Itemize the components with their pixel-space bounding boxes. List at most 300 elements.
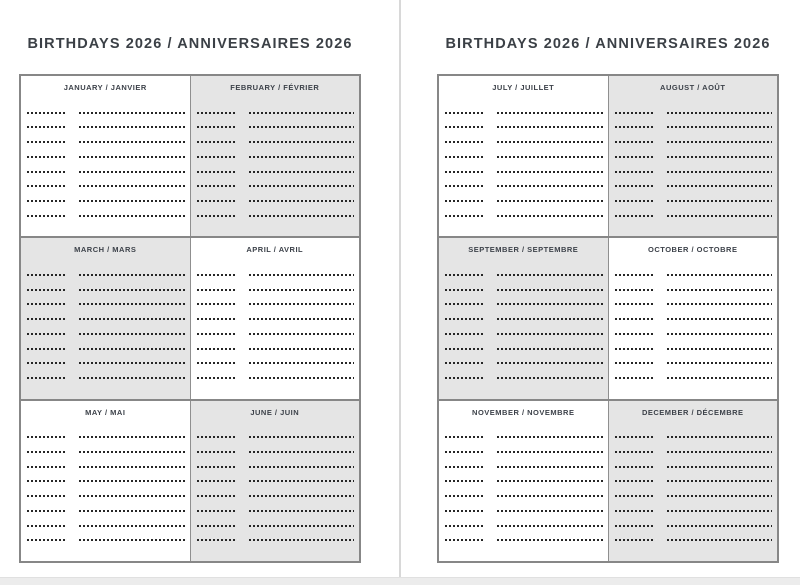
entry-row <box>197 200 355 202</box>
entry-row <box>445 362 603 364</box>
name-dotted-line <box>667 274 773 276</box>
date-dotted-line <box>197 289 236 291</box>
date-dotted-line <box>197 525 236 527</box>
date-dotted-line <box>445 362 484 364</box>
name-dotted-line <box>79 539 185 541</box>
month-section <box>21 76 359 236</box>
name-dotted-line <box>79 480 185 482</box>
entry-row <box>445 495 603 497</box>
name-dotted-line <box>79 185 185 187</box>
name-dotted-line <box>497 451 603 453</box>
entry-rows <box>21 260 190 398</box>
name-dotted-line <box>79 377 185 379</box>
date-dotted-line <box>27 171 66 173</box>
date-dotted-line <box>615 289 654 291</box>
name-dotted-line <box>667 200 773 202</box>
date-dotted-line <box>445 215 484 217</box>
name-dotted-line <box>249 318 355 320</box>
name-dotted-line <box>249 274 355 276</box>
date-dotted-line <box>197 362 236 364</box>
name-dotted-line <box>497 480 603 482</box>
name-dotted-line <box>79 495 185 497</box>
date-dotted-line <box>27 348 66 350</box>
name-dotted-line <box>497 377 603 379</box>
entry-row <box>445 141 603 143</box>
entry-row <box>445 436 603 438</box>
entry-row <box>615 348 773 350</box>
entry-row <box>27 200 185 202</box>
date-dotted-line <box>615 466 654 468</box>
entry-row <box>445 274 603 276</box>
entry-row <box>445 126 603 128</box>
date-dotted-line <box>615 215 654 217</box>
entry-row <box>197 156 355 158</box>
date-dotted-line <box>445 436 484 438</box>
date-dotted-line <box>197 348 236 350</box>
entry-row <box>27 126 185 128</box>
date-dotted-line <box>27 451 66 453</box>
entry-row <box>27 377 185 379</box>
name-dotted-line <box>667 318 773 320</box>
entry-row <box>445 510 603 512</box>
name-dotted-line <box>497 171 603 173</box>
month-header: SEPTEMBER / SEPTEMBRE <box>468 245 579 255</box>
entry-row <box>445 215 603 217</box>
date-dotted-line <box>615 274 654 276</box>
month-cell-may <box>21 401 190 561</box>
entry-row <box>445 185 603 187</box>
entry-row <box>615 362 773 364</box>
entry-row <box>197 215 355 217</box>
date-dotted-line <box>197 495 236 497</box>
entry-row <box>445 466 603 468</box>
date-dotted-line <box>615 185 654 187</box>
name-dotted-line <box>79 200 185 202</box>
name-dotted-line <box>667 436 773 438</box>
date-dotted-line <box>27 200 66 202</box>
entry-row <box>445 525 603 527</box>
name-dotted-line <box>667 156 773 158</box>
entry-row <box>445 333 603 335</box>
page-bottom-edge <box>0 577 800 585</box>
date-dotted-line <box>445 274 484 276</box>
name-dotted-line <box>497 348 603 350</box>
entry-row <box>615 525 773 527</box>
entry-row <box>197 171 355 173</box>
name-dotted-line <box>79 333 185 335</box>
entry-row <box>615 436 773 438</box>
name-dotted-line <box>79 510 185 512</box>
date-dotted-line <box>615 436 654 438</box>
entry-row <box>615 377 773 379</box>
months-table-jan-jun <box>19 74 361 563</box>
date-dotted-line <box>615 348 654 350</box>
date-dotted-line <box>27 289 66 291</box>
page-title: BIRTHDAYS 2026 / ANNIVERSAIRES 2026 <box>27 36 353 52</box>
name-dotted-line <box>79 112 185 114</box>
name-dotted-line <box>249 185 355 187</box>
entry-row <box>615 539 773 541</box>
entry-row <box>615 451 773 453</box>
name-dotted-line <box>79 525 185 527</box>
page-title: BIRTHDAYS 2026 / ANNIVERSAIRES 2026 <box>445 36 771 52</box>
entry-row <box>27 362 185 364</box>
month-section <box>21 399 359 561</box>
entry-row <box>197 495 355 497</box>
date-dotted-line <box>197 480 236 482</box>
name-dotted-line <box>249 377 355 379</box>
date-dotted-line <box>27 480 66 482</box>
name-dotted-line <box>497 525 603 527</box>
date-dotted-line <box>445 141 484 143</box>
date-dotted-line <box>615 495 654 497</box>
date-dotted-line <box>27 112 66 114</box>
entry-row <box>615 333 773 335</box>
date-dotted-line <box>27 436 66 438</box>
entry-row <box>615 171 773 173</box>
date-dotted-line <box>27 303 66 305</box>
date-dotted-line <box>197 318 236 320</box>
month-section <box>439 76 777 236</box>
entry-row <box>197 451 355 453</box>
entry-row <box>197 436 355 438</box>
date-dotted-line <box>445 289 484 291</box>
month-cell-march <box>21 238 190 398</box>
name-dotted-line <box>497 436 603 438</box>
date-dotted-line <box>27 126 66 128</box>
name-dotted-line <box>497 185 603 187</box>
entry-row <box>615 480 773 482</box>
month-section <box>439 236 777 398</box>
entry-row <box>27 156 185 158</box>
entry-row <box>615 156 773 158</box>
date-dotted-line <box>197 141 236 143</box>
date-dotted-line <box>197 126 236 128</box>
entry-row <box>615 466 773 468</box>
date-dotted-line <box>445 525 484 527</box>
date-dotted-line <box>445 318 484 320</box>
date-dotted-line <box>197 171 236 173</box>
name-dotted-line <box>249 126 355 128</box>
entry-row <box>615 200 773 202</box>
entry-row <box>27 495 185 497</box>
name-dotted-line <box>497 362 603 364</box>
name-dotted-line <box>249 156 355 158</box>
entry-row <box>445 480 603 482</box>
entry-row <box>27 451 185 453</box>
name-dotted-line <box>79 141 185 143</box>
date-dotted-line <box>27 185 66 187</box>
date-dotted-line <box>615 112 654 114</box>
entry-rows <box>439 423 608 561</box>
entry-row <box>615 303 773 305</box>
entry-rows <box>21 423 190 561</box>
date-dotted-line <box>445 112 484 114</box>
name-dotted-line <box>667 289 773 291</box>
date-dotted-line <box>27 318 66 320</box>
name-dotted-line <box>667 112 773 114</box>
date-dotted-line <box>27 510 66 512</box>
entry-row <box>27 215 185 217</box>
name-dotted-line <box>667 333 773 335</box>
date-dotted-line <box>615 141 654 143</box>
name-dotted-line <box>667 303 773 305</box>
entry-row <box>27 171 185 173</box>
date-dotted-line <box>197 303 236 305</box>
name-dotted-line <box>497 318 603 320</box>
entry-row <box>615 495 773 497</box>
entry-row <box>27 510 185 512</box>
entry-row <box>197 318 355 320</box>
month-header: DECEMBER / DÉCEMBRE <box>641 407 744 417</box>
entry-row <box>197 539 355 541</box>
month-cell-september <box>439 238 608 398</box>
entry-row <box>615 185 773 187</box>
name-dotted-line <box>667 377 773 379</box>
date-dotted-line <box>615 362 654 364</box>
entry-rows <box>609 260 778 398</box>
month-header: MARCH / MARS <box>74 245 137 255</box>
name-dotted-line <box>249 510 355 512</box>
entry-rows <box>439 260 608 398</box>
name-dotted-line <box>667 525 773 527</box>
month-header: JULY / JUILLET <box>492 83 555 92</box>
date-dotted-line <box>615 451 654 453</box>
month-header: NOVEMBER / NOVEMBRE <box>472 407 575 417</box>
month-cell-october <box>608 238 778 398</box>
name-dotted-line <box>249 495 355 497</box>
month-cell-november <box>439 401 608 561</box>
entry-row <box>615 510 773 512</box>
entry-row <box>197 333 355 335</box>
name-dotted-line <box>249 466 355 468</box>
entry-row <box>27 289 185 291</box>
date-dotted-line <box>27 539 66 541</box>
entry-row <box>27 303 185 305</box>
name-dotted-line <box>79 156 185 158</box>
date-dotted-line <box>615 333 654 335</box>
name-dotted-line <box>667 510 773 512</box>
name-dotted-line <box>249 171 355 173</box>
date-dotted-line <box>197 451 236 453</box>
date-dotted-line <box>615 510 654 512</box>
name-dotted-line <box>667 451 773 453</box>
name-dotted-line <box>79 215 185 217</box>
date-dotted-line <box>445 200 484 202</box>
entry-row <box>197 480 355 482</box>
name-dotted-line <box>79 362 185 364</box>
entry-rows <box>609 423 778 561</box>
entry-row <box>615 126 773 128</box>
entry-rows <box>191 260 360 398</box>
entry-row <box>197 303 355 305</box>
name-dotted-line <box>667 141 773 143</box>
date-dotted-line <box>445 510 484 512</box>
entry-row <box>615 289 773 291</box>
month-cell-december <box>608 401 778 561</box>
date-dotted-line <box>445 495 484 497</box>
name-dotted-line <box>249 141 355 143</box>
entry-row <box>615 112 773 114</box>
month-section <box>21 236 359 398</box>
date-dotted-line <box>197 333 236 335</box>
entry-row <box>445 539 603 541</box>
date-dotted-line <box>27 141 66 143</box>
month-header: FEBRUARY / FÉVRIER <box>230 83 320 92</box>
entry-row <box>445 112 603 114</box>
date-dotted-line <box>445 171 484 173</box>
name-dotted-line <box>497 510 603 512</box>
name-dotted-line <box>497 126 603 128</box>
name-dotted-line <box>249 436 355 438</box>
entry-rows <box>191 98 360 236</box>
date-dotted-line <box>615 525 654 527</box>
entry-row <box>615 215 773 217</box>
month-header: JANUARY / JANVIER <box>63 83 147 92</box>
name-dotted-line <box>249 303 355 305</box>
date-dotted-line <box>615 156 654 158</box>
month-header: MAY / MAI <box>85 407 126 417</box>
entry-row <box>445 171 603 173</box>
name-dotted-line <box>79 436 185 438</box>
date-dotted-line <box>615 377 654 379</box>
entry-rows <box>609 98 778 236</box>
name-dotted-line <box>249 215 355 217</box>
name-dotted-line <box>497 289 603 291</box>
entry-rows <box>21 98 190 236</box>
date-dotted-line <box>445 185 484 187</box>
month-header: AUGUST / AOÛT <box>660 83 726 92</box>
name-dotted-line <box>497 303 603 305</box>
date-dotted-line <box>445 303 484 305</box>
date-dotted-line <box>445 348 484 350</box>
entry-row <box>197 112 355 114</box>
name-dotted-line <box>79 466 185 468</box>
entry-row <box>615 274 773 276</box>
date-dotted-line <box>615 171 654 173</box>
month-header: JUNE / JUIN <box>250 407 300 417</box>
name-dotted-line <box>79 289 185 291</box>
month-header: APRIL / AVRIL <box>246 245 304 255</box>
entry-row <box>197 362 355 364</box>
entry-rows <box>191 423 360 561</box>
date-dotted-line <box>27 362 66 364</box>
name-dotted-line <box>667 215 773 217</box>
name-dotted-line <box>667 495 773 497</box>
entry-row <box>197 289 355 291</box>
name-dotted-line <box>249 480 355 482</box>
entry-row <box>445 377 603 379</box>
date-dotted-line <box>445 466 484 468</box>
entry-row <box>27 274 185 276</box>
entry-row <box>197 525 355 527</box>
date-dotted-line <box>445 333 484 335</box>
date-dotted-line <box>27 274 66 276</box>
name-dotted-line <box>249 348 355 350</box>
name-dotted-line <box>497 215 603 217</box>
entry-row <box>615 141 773 143</box>
month-cell-january <box>21 76 190 236</box>
date-dotted-line <box>27 495 66 497</box>
name-dotted-line <box>667 480 773 482</box>
date-dotted-line <box>615 303 654 305</box>
entry-row <box>27 185 185 187</box>
name-dotted-line <box>249 525 355 527</box>
entry-row <box>445 303 603 305</box>
month-cell-february <box>190 76 360 236</box>
month-cell-august <box>608 76 778 236</box>
name-dotted-line <box>497 141 603 143</box>
date-dotted-line <box>197 200 236 202</box>
month-cell-june <box>190 401 360 561</box>
name-dotted-line <box>497 274 603 276</box>
name-dotted-line <box>79 126 185 128</box>
date-dotted-line <box>445 451 484 453</box>
entry-row <box>445 156 603 158</box>
name-dotted-line <box>497 200 603 202</box>
name-dotted-line <box>667 185 773 187</box>
date-dotted-line <box>27 156 66 158</box>
entry-row <box>197 377 355 379</box>
entry-row <box>197 274 355 276</box>
date-dotted-line <box>197 112 236 114</box>
name-dotted-line <box>79 303 185 305</box>
date-dotted-line <box>615 126 654 128</box>
entry-row <box>615 318 773 320</box>
date-dotted-line <box>615 318 654 320</box>
date-dotted-line <box>445 126 484 128</box>
date-dotted-line <box>27 466 66 468</box>
date-dotted-line <box>445 156 484 158</box>
entry-row <box>445 200 603 202</box>
entry-row <box>445 348 603 350</box>
name-dotted-line <box>497 495 603 497</box>
name-dotted-line <box>249 112 355 114</box>
name-dotted-line <box>249 362 355 364</box>
name-dotted-line <box>497 333 603 335</box>
entry-row <box>27 436 185 438</box>
date-dotted-line <box>197 215 236 217</box>
entry-row <box>197 510 355 512</box>
name-dotted-line <box>79 171 185 173</box>
name-dotted-line <box>667 466 773 468</box>
name-dotted-line <box>667 362 773 364</box>
date-dotted-line <box>197 185 236 187</box>
name-dotted-line <box>249 289 355 291</box>
month-cell-april <box>190 238 360 398</box>
date-dotted-line <box>615 539 654 541</box>
entry-row <box>197 466 355 468</box>
months-table-jul-dec <box>437 74 779 563</box>
date-dotted-line <box>197 466 236 468</box>
date-dotted-line <box>197 436 236 438</box>
entry-row <box>197 126 355 128</box>
date-dotted-line <box>445 539 484 541</box>
entry-row <box>27 525 185 527</box>
entry-row <box>27 348 185 350</box>
entry-row <box>445 289 603 291</box>
date-dotted-line <box>197 156 236 158</box>
entry-row <box>27 318 185 320</box>
date-dotted-line <box>615 480 654 482</box>
date-dotted-line <box>615 200 654 202</box>
entry-row <box>197 141 355 143</box>
date-dotted-line <box>27 525 66 527</box>
right-page <box>400 0 800 585</box>
name-dotted-line <box>667 171 773 173</box>
entry-rows <box>439 98 608 236</box>
entry-row <box>27 480 185 482</box>
